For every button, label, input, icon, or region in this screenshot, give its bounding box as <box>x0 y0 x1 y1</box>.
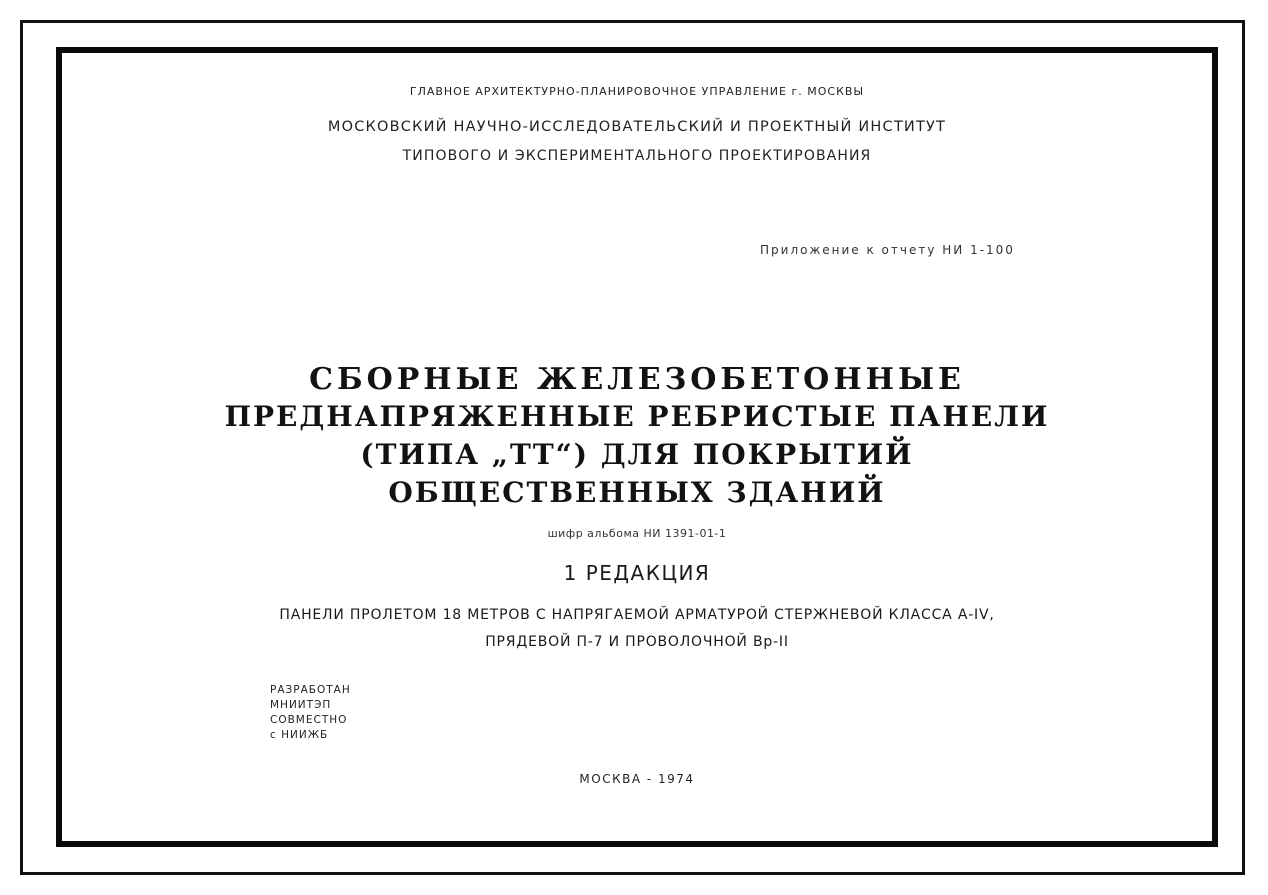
header-institute: МОСКОВСКИЙ НАУЧНО-ИССЛЕДОВАТЕЛЬСКИЙ И ПРОЕКТНЫЙ ИНСТИТУТ <box>327 119 947 135</box>
panels-description-line-2: ПРЯДЕВОЙ П-7 И ПРОВОЛОЧНОЙ Вр-II <box>485 634 789 650</box>
edition-label: 1 РЕДАКЦИЯ <box>563 561 711 585</box>
developer-block <box>270 683 430 743</box>
city-year: МОСКВА - 1974 <box>579 772 695 786</box>
attachment-note: Приложение к отчету НИ 1-100 <box>760 243 1015 257</box>
header-institute-subtitle: ТИПОВОГО И ЭКСПЕРИМЕНТАЛЬНОГО ПРОЕКТИРОВАНИЯ <box>402 148 872 164</box>
panels-description-line-1: ПАНЕЛИ ПРОЛЕТОМ 18 МЕТРОВ С НАПРЯГАЕМОЙ АРМАТУРОЙ СТЕРЖНЕВОЙ КЛАССА А-IV, <box>279 607 995 623</box>
developer-line-3: СОВМЕСТНО <box>270 714 348 726</box>
album-code: шифр альбома НИ 1391-01-1 <box>547 527 727 540</box>
document-title-line-3: (ТИПА „ТТ“) ДЛЯ ПОКРЫТИЙ <box>360 438 914 471</box>
document-title-line-1: СБОРНЫЕ ЖЕЛЕЗОБЕТОННЫЕ <box>309 362 965 397</box>
document-title-line-2: ПРЕДНАПРЯЖЕННЫЕ РЕБРИСТЫЕ ПАНЕЛИ <box>224 400 1050 433</box>
document-title-line-4: ОБЩЕСТВЕННЫХ ЗДАНИЙ <box>388 476 886 509</box>
header-organization: ГЛАВНОЕ АРХИТЕКТУРНО-ПЛАНИРОВОЧНОЕ УПРАВЛЕНИЕ г. МОСКВЫ <box>409 85 865 98</box>
developer-line-4: с НИИЖБ <box>270 729 329 741</box>
developer-line-2: МНИИТЭП <box>270 699 332 711</box>
developer-line-1: РАЗРАБОТАН <box>270 684 351 696</box>
